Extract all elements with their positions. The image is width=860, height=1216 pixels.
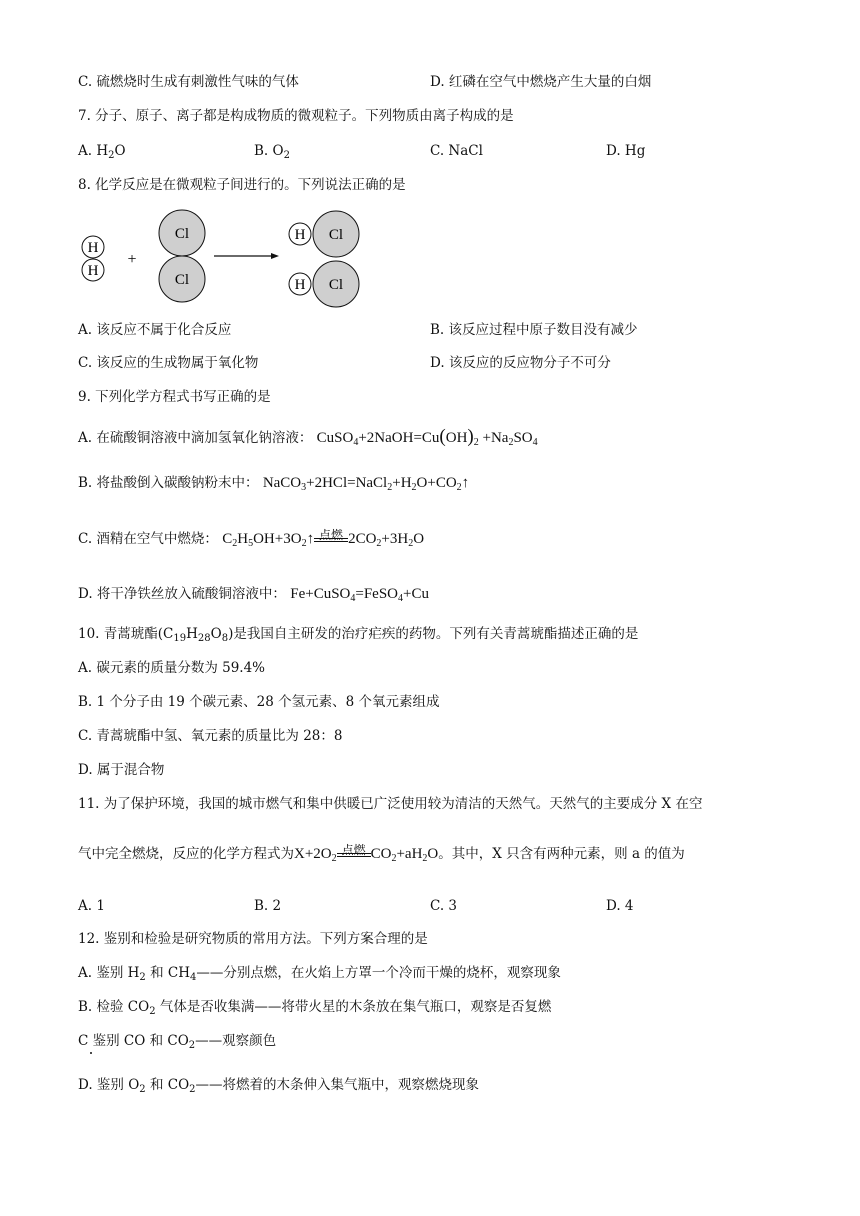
- q8-option-d: D. 该反应的反应物分子不可分: [430, 355, 611, 371]
- q8-option-a: A. 该反应不属于化合反应: [78, 322, 232, 338]
- q6-option-d: D. 红磷在空气中燃烧产生大量的白烟: [430, 74, 652, 90]
- equation-a: $CuSO_4+2NaOH=Cu(OH)_2 +Na_2SO_4$: [316, 426, 538, 448]
- hcl-molecule-1: [289, 211, 359, 257]
- hcl-molecule-2: [289, 261, 359, 307]
- q8-stem: 8. 化学反应是在微观粒子间进行的。下列说法正确的是: [78, 177, 406, 193]
- q8-option-c: C. 该反应的生成物属于氧化物: [78, 355, 259, 371]
- q10-option-a: A. 碳元素的质量分数为 59.4%: [78, 660, 266, 676]
- svg-text:Cl: Cl: [328, 277, 344, 293]
- q7-stem: 7. 分子、原子、离子都是构成物质的微观粒子。下列物质由离子构成的是: [78, 108, 514, 124]
- svg-text:Cl: Cl: [174, 272, 190, 288]
- chlorine-atom-1: [159, 210, 205, 256]
- q11-stem-line1: 11. 为了保护环境，我国的城市燃气和集中供暖已广泛使用较为清洁的天然气。天然气的主要成分 X 在空: [78, 796, 703, 812]
- q6-option-c: C. 硫燃烧时生成有刺激性气味的气体: [78, 74, 299, 90]
- q11-stem-line2: 气中完全燃烧，反应的化学方程式为$X+2O_2$ 点燃 $CO_2+aH_2O$。其中，X 只含有两种元素，则 a 的值为: [78, 843, 685, 864]
- q9-stem: 9. 下列化学方程式书写正确的是: [78, 389, 271, 405]
- plus-sign: +: [127, 251, 137, 268]
- svg-text:H: H: [294, 227, 306, 243]
- q8-option-b: B. 该反应过程中原子数目没有减少: [430, 322, 638, 338]
- q7-option-a: A. $H_2O$: [78, 143, 126, 161]
- svg-text:Cl: Cl: [174, 226, 190, 242]
- q10-stem: 10. 青蒿琥酯$(C_{19}H_{28}O_8)$是我国自主研发的治疗疟疾的药物。下列有关青蒿琥酯描述正确的是: [78, 626, 639, 644]
- svg-text:H: H: [87, 263, 99, 279]
- chlorine-atom-2: [159, 256, 205, 302]
- q9-option-b: B. 将盐酸倒入碳酸钠粉末中： $NaCO_3+2HCl=NaCl_2+H_2O+CO_2↑$: [78, 475, 470, 493]
- q10-option-b: B. 1 个分子由 19 个碳元素、28 个氢元素、8 个氧元素组成: [78, 694, 440, 710]
- hydrogen-atom-1: [82, 236, 104, 258]
- reaction-arrow: [214, 253, 279, 259]
- stray-dot: [90, 1052, 92, 1054]
- svg-text:H: H: [294, 277, 306, 293]
- q12-option-c: C 鉴别 CO 和 $CO_2——$观察颜色: [78, 1033, 277, 1051]
- q7-option-d: D. Hg: [606, 143, 646, 159]
- q9-option-a: A. 在硫酸铜溶液中滴加氢氧化钠溶液： $CuSO_4+2NaOH=Cu(OH)_2 +Na_2SO_4$: [78, 426, 538, 448]
- equation-c: $C_2H_5OH+3O_2↑$ 点燃 $2CO_2+3H_2O$: [222, 528, 425, 549]
- q8-reaction-diagram: [70, 205, 370, 315]
- q11-option-c: C. 3: [430, 898, 458, 914]
- q11-option-d: D. 4: [606, 898, 634, 914]
- equation-d: Fe+CuSO$_4$=FeSO$_4$+Cu: [290, 586, 429, 604]
- equation-b: $NaCO_3+2HCl=NaCl_2+H_2O+CO_2↑$: [262, 475, 470, 493]
- q11-option-a: A. 1: [78, 898, 105, 914]
- equation-q11: $X+2O_2$ 点燃 $CO_2+aH_2O$: [294, 843, 439, 864]
- q10-option-c: C. 青蒿琥酯中氢、氧元素的质量比为 28：8: [78, 728, 343, 744]
- svg-text:H: H: [87, 240, 99, 256]
- q9-option-c: C. 酒精在空气中燃烧： $C_2H_5OH+3O_2↑$ 点燃 $2CO_2+3H_2O$: [78, 528, 425, 549]
- q12-option-d: D. 鉴别 $O_2$ 和 $CO_2——$将燃着的木条伸入集气瓶中，观察燃烧现象: [78, 1077, 480, 1095]
- q11-option-b: B. 2: [254, 898, 282, 914]
- q12-option-a: A. 鉴别 $H_2$ 和 $CH_4——$分别点燃，在火焰上方罩一个冷而干燥的烧杯，观察现象: [78, 965, 561, 983]
- q12-option-b: B. 检验 $CO_2$ 气体是否收集满——将带火星的木条放在集气瓶口，观察是否复燃: [78, 999, 552, 1017]
- hydrogen-atom-2: [82, 259, 104, 281]
- q9-option-d: D. 将干净铁丝放入硫酸铜溶液中： Fe+CuSO$_4$=FeSO$_4$+Cu: [78, 586, 429, 604]
- q12-stem: 12. 鉴别和检验是研究物质的常用方法。下列方案合理的是: [78, 931, 428, 947]
- q7-option-b: B. $O_2$: [254, 143, 290, 161]
- q10-option-d: D. 属于混合物: [78, 762, 165, 778]
- svg-text:Cl: Cl: [328, 227, 344, 243]
- q7-option-c: C. NaCl: [430, 143, 483, 159]
